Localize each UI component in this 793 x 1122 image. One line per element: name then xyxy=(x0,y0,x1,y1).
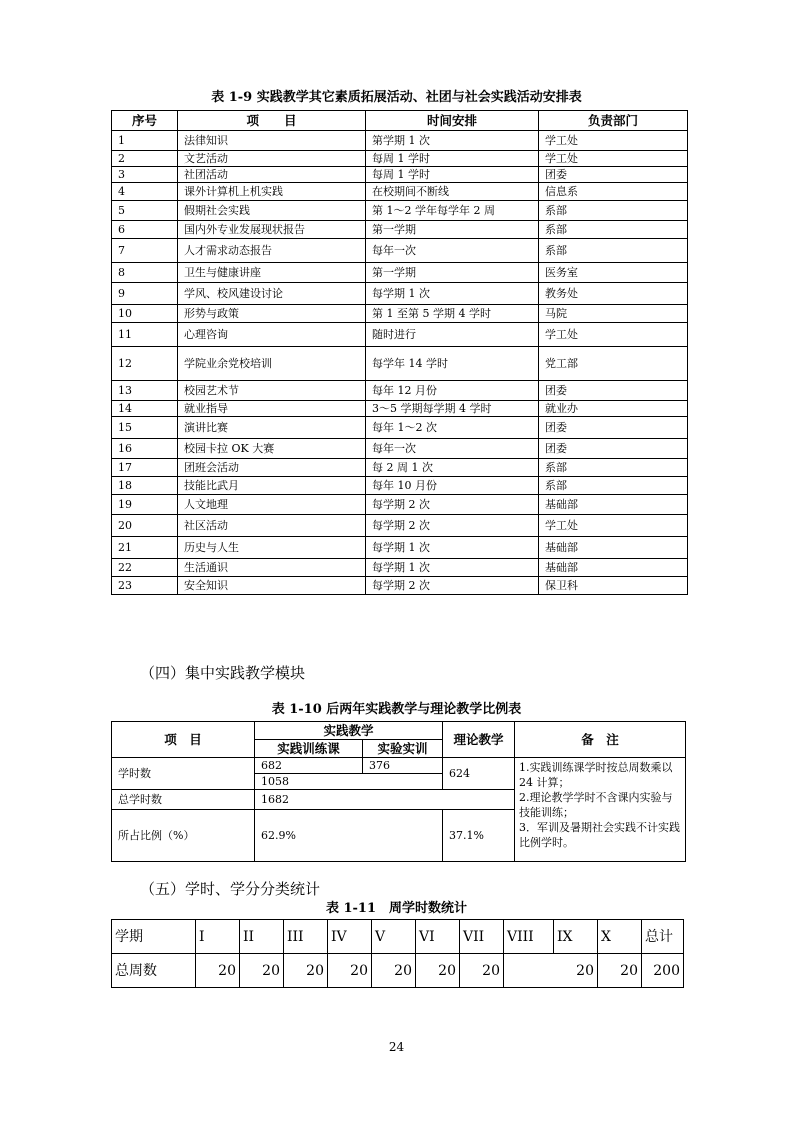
cell-index: 12 xyxy=(112,347,178,381)
note-line: 3．军训及暑期社会实践不计实践比例学时。 xyxy=(519,821,681,849)
cell-index: 23 xyxy=(112,577,178,595)
cell-schedule: 第一学期 xyxy=(366,263,539,283)
cell-schedule: 随时进行 xyxy=(366,323,539,347)
weeks-cell: 20 xyxy=(196,954,240,988)
cell-index: 11 xyxy=(112,323,178,347)
table-row xyxy=(112,323,688,347)
theory-ratio: 37.1% xyxy=(443,810,515,862)
header-theory: 理论教学 xyxy=(443,722,515,758)
cell-item: 安全知识 xyxy=(178,577,366,595)
cell-schedule: 每 2 周 1 次 xyxy=(366,459,539,477)
semester-cell: III xyxy=(284,920,328,954)
practice-hours-sum: 1058 xyxy=(255,774,443,790)
weeks-label: 总周数 xyxy=(112,954,196,988)
table-row xyxy=(112,417,688,439)
weeks-cell: 20 xyxy=(504,954,598,988)
table-row xyxy=(112,263,688,283)
cell-item: 社团活动 xyxy=(178,167,366,183)
table-row xyxy=(112,495,688,515)
cell-item: 就业指导 xyxy=(178,401,366,417)
cell-department: 团委 xyxy=(539,439,688,459)
cell-schedule: 每学期 2 次 xyxy=(366,495,539,515)
cell-department: 学工处 xyxy=(539,515,688,537)
cell-index: 1 xyxy=(112,131,178,151)
cell-department: 团委 xyxy=(539,381,688,401)
cell-schedule: 每学年 14 学时 xyxy=(366,347,539,381)
cell-department: 信息系 xyxy=(539,183,688,201)
cell-item: 卫生与健康讲座 xyxy=(178,263,366,283)
cell-department: 系部 xyxy=(539,221,688,239)
cell-department: 团委 xyxy=(539,417,688,439)
cell-department: 团委 xyxy=(539,167,688,183)
semester-cell: V xyxy=(372,920,416,954)
section5-heading: （五）学时、学分分类统计 xyxy=(140,880,321,898)
cell-schedule: 第 1～2 学年每学年 2 周 xyxy=(366,201,539,221)
table-row xyxy=(112,515,688,537)
total-hours: 1682 xyxy=(255,790,515,810)
semester-cell: VII xyxy=(460,920,504,954)
cell-department: 马院 xyxy=(539,305,688,323)
lab-hours: 376 xyxy=(363,758,443,774)
weeks-cell: 20 xyxy=(598,954,642,988)
row-hours-label: 学时数 xyxy=(112,758,255,790)
cell-department: 保卫科 xyxy=(539,577,688,595)
weeks-cell: 20 xyxy=(284,954,328,988)
cell-schedule: 第学期 1 次 xyxy=(366,131,539,151)
table-row xyxy=(112,201,688,221)
weeks-cell: 20 xyxy=(240,954,284,988)
table-row xyxy=(112,577,688,595)
table-row xyxy=(112,459,688,477)
table-row xyxy=(112,401,688,417)
semester-cell: VI xyxy=(416,920,460,954)
weeks-total: 200 xyxy=(642,954,684,988)
cell-department: 系部 xyxy=(539,477,688,495)
cell-index: 10 xyxy=(112,305,178,323)
header-practice: 实践教学 xyxy=(255,722,443,740)
cell-item: 文艺活动 xyxy=(178,151,366,167)
header-item: 项 目 xyxy=(112,722,255,758)
cell-department: 系部 xyxy=(539,459,688,477)
cell-item: 团班会活动 xyxy=(178,459,366,477)
cell-schedule: 每学期 2 次 xyxy=(366,515,539,537)
row-total-label: 总学时数 xyxy=(112,790,255,810)
theory-hours: 624 xyxy=(443,758,515,790)
header-department: 负责部门 xyxy=(539,111,688,131)
header-schedule: 时间安排 xyxy=(366,111,539,131)
header-index: 序号 xyxy=(112,111,178,131)
weeks-row xyxy=(112,954,684,988)
semester-cell: II xyxy=(240,920,284,954)
cell-schedule: 每学期 1 次 xyxy=(366,537,539,559)
semester-cell: VIII xyxy=(504,920,554,954)
cell-item: 人文地理 xyxy=(178,495,366,515)
semester-cell: IV xyxy=(328,920,372,954)
table-row xyxy=(112,283,688,305)
cell-department: 就业办 xyxy=(539,401,688,417)
cell-index: 4 xyxy=(112,183,178,201)
cell-item: 人才需求动态报告 xyxy=(178,239,366,263)
cell-item: 国内外专业发展现状报告 xyxy=(178,221,366,239)
cell-schedule: 在校期间不断线 xyxy=(366,183,539,201)
cell-schedule: 每年一次 xyxy=(366,439,539,459)
cell-index: 2 xyxy=(112,151,178,167)
table-row xyxy=(112,167,688,183)
cell-department: 医务室 xyxy=(539,263,688,283)
cell-index: 15 xyxy=(112,417,178,439)
training-hours: 682 xyxy=(255,758,363,774)
table-row xyxy=(112,477,688,495)
activity-schedule-table xyxy=(111,110,688,595)
cell-schedule: 每学期 1 次 xyxy=(366,559,539,577)
cell-schedule: 每年 12 月份 xyxy=(366,381,539,401)
table10-caption: 表 1-10 后两年实践教学与理论教学比例表 xyxy=(271,702,522,717)
cell-schedule: 第 1 至第 5 学期 4 学时 xyxy=(366,305,539,323)
semester-cell: I xyxy=(196,920,240,954)
cell-index: 21 xyxy=(112,537,178,559)
table-row xyxy=(112,221,688,239)
weeks-cell: 20 xyxy=(372,954,416,988)
cell-index: 17 xyxy=(112,459,178,477)
cell-department: 学工处 xyxy=(539,131,688,151)
cell-item: 生活通识 xyxy=(178,559,366,577)
cell-item: 形势与政策 xyxy=(178,305,366,323)
table11-caption: 表 1-11 周学时数统计 xyxy=(325,901,468,916)
cell-department: 教务处 xyxy=(539,283,688,305)
cell-schedule: 每周 1 学时 xyxy=(366,151,539,167)
semester-total-label: 总计 xyxy=(642,920,684,954)
cell-schedule: 每年 1～2 次 xyxy=(366,417,539,439)
cell-department: 党工部 xyxy=(539,347,688,381)
cell-schedule: 第一学期 xyxy=(366,221,539,239)
table-row xyxy=(112,239,688,263)
note-cell xyxy=(515,758,686,862)
cell-department: 基础部 xyxy=(539,559,688,577)
weeks-cell: 20 xyxy=(460,954,504,988)
note-line: 1.实践训练课学时按总周数乘以 24 计算； xyxy=(519,761,673,789)
cell-schedule: 每年一次 xyxy=(366,239,539,263)
page-number: 24 xyxy=(388,1040,405,1054)
header-training: 实践训练课 xyxy=(255,740,363,758)
cell-item: 技能比武月 xyxy=(178,477,366,495)
cell-schedule: 每年 10 月份 xyxy=(366,477,539,495)
table-row xyxy=(112,183,688,201)
weeks-cell: 20 xyxy=(416,954,460,988)
cell-index: 18 xyxy=(112,477,178,495)
cell-index: 13 xyxy=(112,381,178,401)
cell-schedule: 每周 1 学时 xyxy=(366,167,539,183)
cell-item: 学风、校风建设讨论 xyxy=(178,283,366,305)
cell-index: 6 xyxy=(112,221,178,239)
row-ratio-label: 所占比例（%） xyxy=(112,810,255,862)
table-row xyxy=(112,439,688,459)
cell-department: 学工处 xyxy=(539,151,688,167)
table-row xyxy=(112,305,688,323)
cell-index: 7 xyxy=(112,239,178,263)
cell-index: 8 xyxy=(112,263,178,283)
cell-index: 22 xyxy=(112,559,178,577)
cell-department: 基础部 xyxy=(539,537,688,559)
cell-index: 5 xyxy=(112,201,178,221)
table9-header-row xyxy=(112,111,688,131)
cell-item: 假期社会实践 xyxy=(178,201,366,221)
section4-heading: （四）集中实践教学模块 xyxy=(140,664,306,682)
table-row xyxy=(112,347,688,381)
weekly-hours-table xyxy=(111,919,684,988)
cell-schedule: 3～5 学期每学期 4 学时 xyxy=(366,401,539,417)
cell-department: 基础部 xyxy=(539,495,688,515)
header-lab: 实验实训 xyxy=(363,740,443,758)
cell-department: 系部 xyxy=(539,201,688,221)
semester-cell: X xyxy=(598,920,642,954)
semester-row xyxy=(112,920,684,954)
note-text xyxy=(519,760,681,850)
cell-department: 系部 xyxy=(539,239,688,263)
cell-index: 9 xyxy=(112,283,178,305)
practice-theory-ratio-table xyxy=(111,721,686,862)
cell-item: 学院业余党校培训 xyxy=(178,347,366,381)
cell-item: 校园卡拉 OK 大赛 xyxy=(178,439,366,459)
cell-index: 14 xyxy=(112,401,178,417)
table-row xyxy=(112,131,688,151)
note-line: 2.理论教学学时不含课内实验与技能训练； xyxy=(519,791,673,819)
cell-item: 校园艺术节 xyxy=(178,381,366,401)
table-row xyxy=(112,559,688,577)
semester-label: 学期 xyxy=(112,920,196,954)
cell-index: 3 xyxy=(112,167,178,183)
cell-item: 心理咨询 xyxy=(178,323,366,347)
table-row xyxy=(112,151,688,167)
cell-index: 19 xyxy=(112,495,178,515)
table9-caption: 表 1-9 实践教学其它素质拓展活动、社团与社会实践活动安排表 xyxy=(211,90,582,105)
header-item: 项 目 xyxy=(178,111,366,131)
table-row xyxy=(112,381,688,401)
header-note: 备 注 xyxy=(515,722,686,758)
cell-department: 学工处 xyxy=(539,323,688,347)
cell-item: 演讲比赛 xyxy=(178,417,366,439)
cell-item: 历史与人生 xyxy=(178,537,366,559)
practice-ratio: 62.9% xyxy=(255,810,443,862)
weeks-cell: 20 xyxy=(328,954,372,988)
semester-cell: IX xyxy=(554,920,598,954)
cell-schedule: 每学期 1 次 xyxy=(366,283,539,305)
cell-schedule: 每学期 2 次 xyxy=(366,577,539,595)
cell-item: 课外计算机上机实践 xyxy=(178,183,366,201)
cell-item: 法律知识 xyxy=(178,131,366,151)
cell-index: 20 xyxy=(112,515,178,537)
cell-item: 社区活动 xyxy=(178,515,366,537)
table-row xyxy=(112,537,688,559)
cell-index: 16 xyxy=(112,439,178,459)
